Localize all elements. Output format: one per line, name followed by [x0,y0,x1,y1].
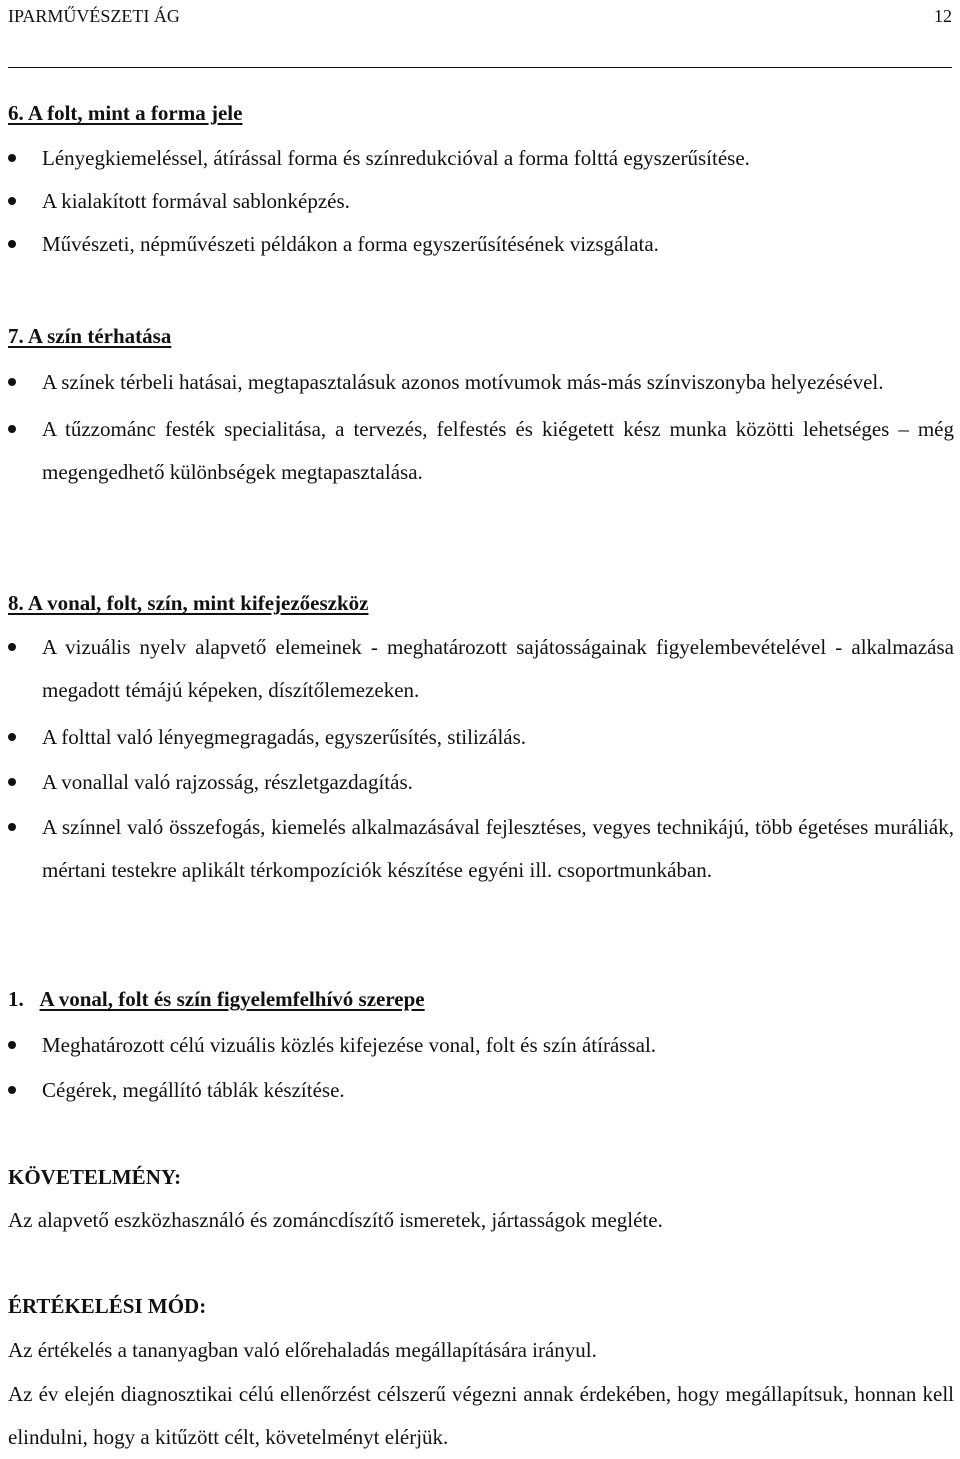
header-rule [8,67,952,68]
bullet-icon [8,154,16,162]
list-item-text: Művészeti, népművészeti példákon a forma egyszerűsítésének vizsgálata. [42,232,659,256]
list-item [8,1069,954,1112]
list-item [8,223,954,266]
section-7-heading: 7. A szín térhatása [8,324,172,348]
bullet-icon [8,197,16,205]
bullet-icon [8,425,16,433]
list-item-text: Meghatározott célú vizuális közlés kifejezése vonal, folt és szín átírással. [42,1033,657,1057]
list-item [8,806,954,892]
list-item [8,716,954,759]
bullet-icon [8,1041,16,1049]
list-item-text: A vonallal való rajzosság, részletgazdagítás. [42,770,413,794]
list-item-text: A színek térbeli hatásai, megtapasztalásuk azonos motívumok más-más színviszonyba helyezésével. [42,370,884,394]
bullet-icon [8,378,16,386]
list-item-text: Cégérek, megállító táblák készítése. [42,1078,345,1102]
list-item [8,137,954,180]
section-1-list [8,1024,954,1112]
page-number: 12 [934,6,952,26]
section-6-heading: 6. A folt, mint a forma jele [8,101,243,125]
page-header [8,4,952,28]
list-item-text: A kialakított formával sablonképzés. [42,189,350,213]
section-1-number: 1. [8,987,24,1011]
list-item [8,1024,954,1067]
section-1-title: A vonal, folt és szín figyelemfelhívó szerepe [39,987,425,1011]
evaluation-text-1: Az értékelés a tananyagban való előrehaladás megállapítására irányul. [8,1338,597,1362]
header-title: IPARMŰVÉSZETI ÁG [8,6,180,26]
list-item [8,626,954,712]
evaluation-heading: ÉRTÉKELÉSI MÓD: [8,1294,207,1318]
bullet-icon [8,733,16,741]
list-item [8,361,954,404]
section-7-list [8,361,954,494]
requirements-text: Az alapvető eszközhasználó és zománcdíszítő ismeretek, jártasságok megléte. [8,1208,663,1232]
list-item [8,180,954,223]
section-6-list [8,137,954,266]
section-1-heading [8,978,425,1021]
bullet-icon [8,778,16,786]
list-item-text: A vizuális nyelv alapvető elemeinek - meghatározott sajátosságainak figyelembevételével - alkalmazása megadott témájú képeken, díszítőlemezeken. [42,635,954,702]
list-item-text: A tűzzománc festék specialitása, a tervezés, felfestés és kiégetett kész munka közötti lehetséges – még megengedhető különbségek megtapasztalása. [42,417,954,484]
bullet-icon [8,1086,16,1094]
list-item-text: Lényegkiemeléssel, átírással forma és színredukcióval a forma folttá egyszerűsítése. [42,146,750,170]
list-item-text: A színnel való összefogás, kiemelés alkalmazásával fejlesztéses, vegyes technikájú, több égetéses muráliák, mértani testekre aplikált térkompozíciók készítése egyéni ill. csoportmunkában. [42,815,954,882]
bullet-icon [8,240,16,248]
list-item-text: A folttal való lényegmegragadás, egyszerűsítés, stilizálás. [42,725,527,749]
bullet-icon [8,823,16,831]
requirements-heading: KÖVETELMÉNY: [8,1165,182,1189]
bullet-icon [8,643,16,651]
evaluation-text-2: Az év elején diagnosztikai célú ellenőrzést célszerű végezni annak érdekében, hogy megállapítsuk, honnan kell elindulni, hogy a kitűzött célt, követelményt elérjük. [8,1382,954,1449]
list-item [8,761,954,804]
list-item [8,408,954,494]
section-8-list [8,626,954,892]
section-8-heading: 8. A vonal, folt, szín, mint kifejezőeszköz [8,591,369,615]
